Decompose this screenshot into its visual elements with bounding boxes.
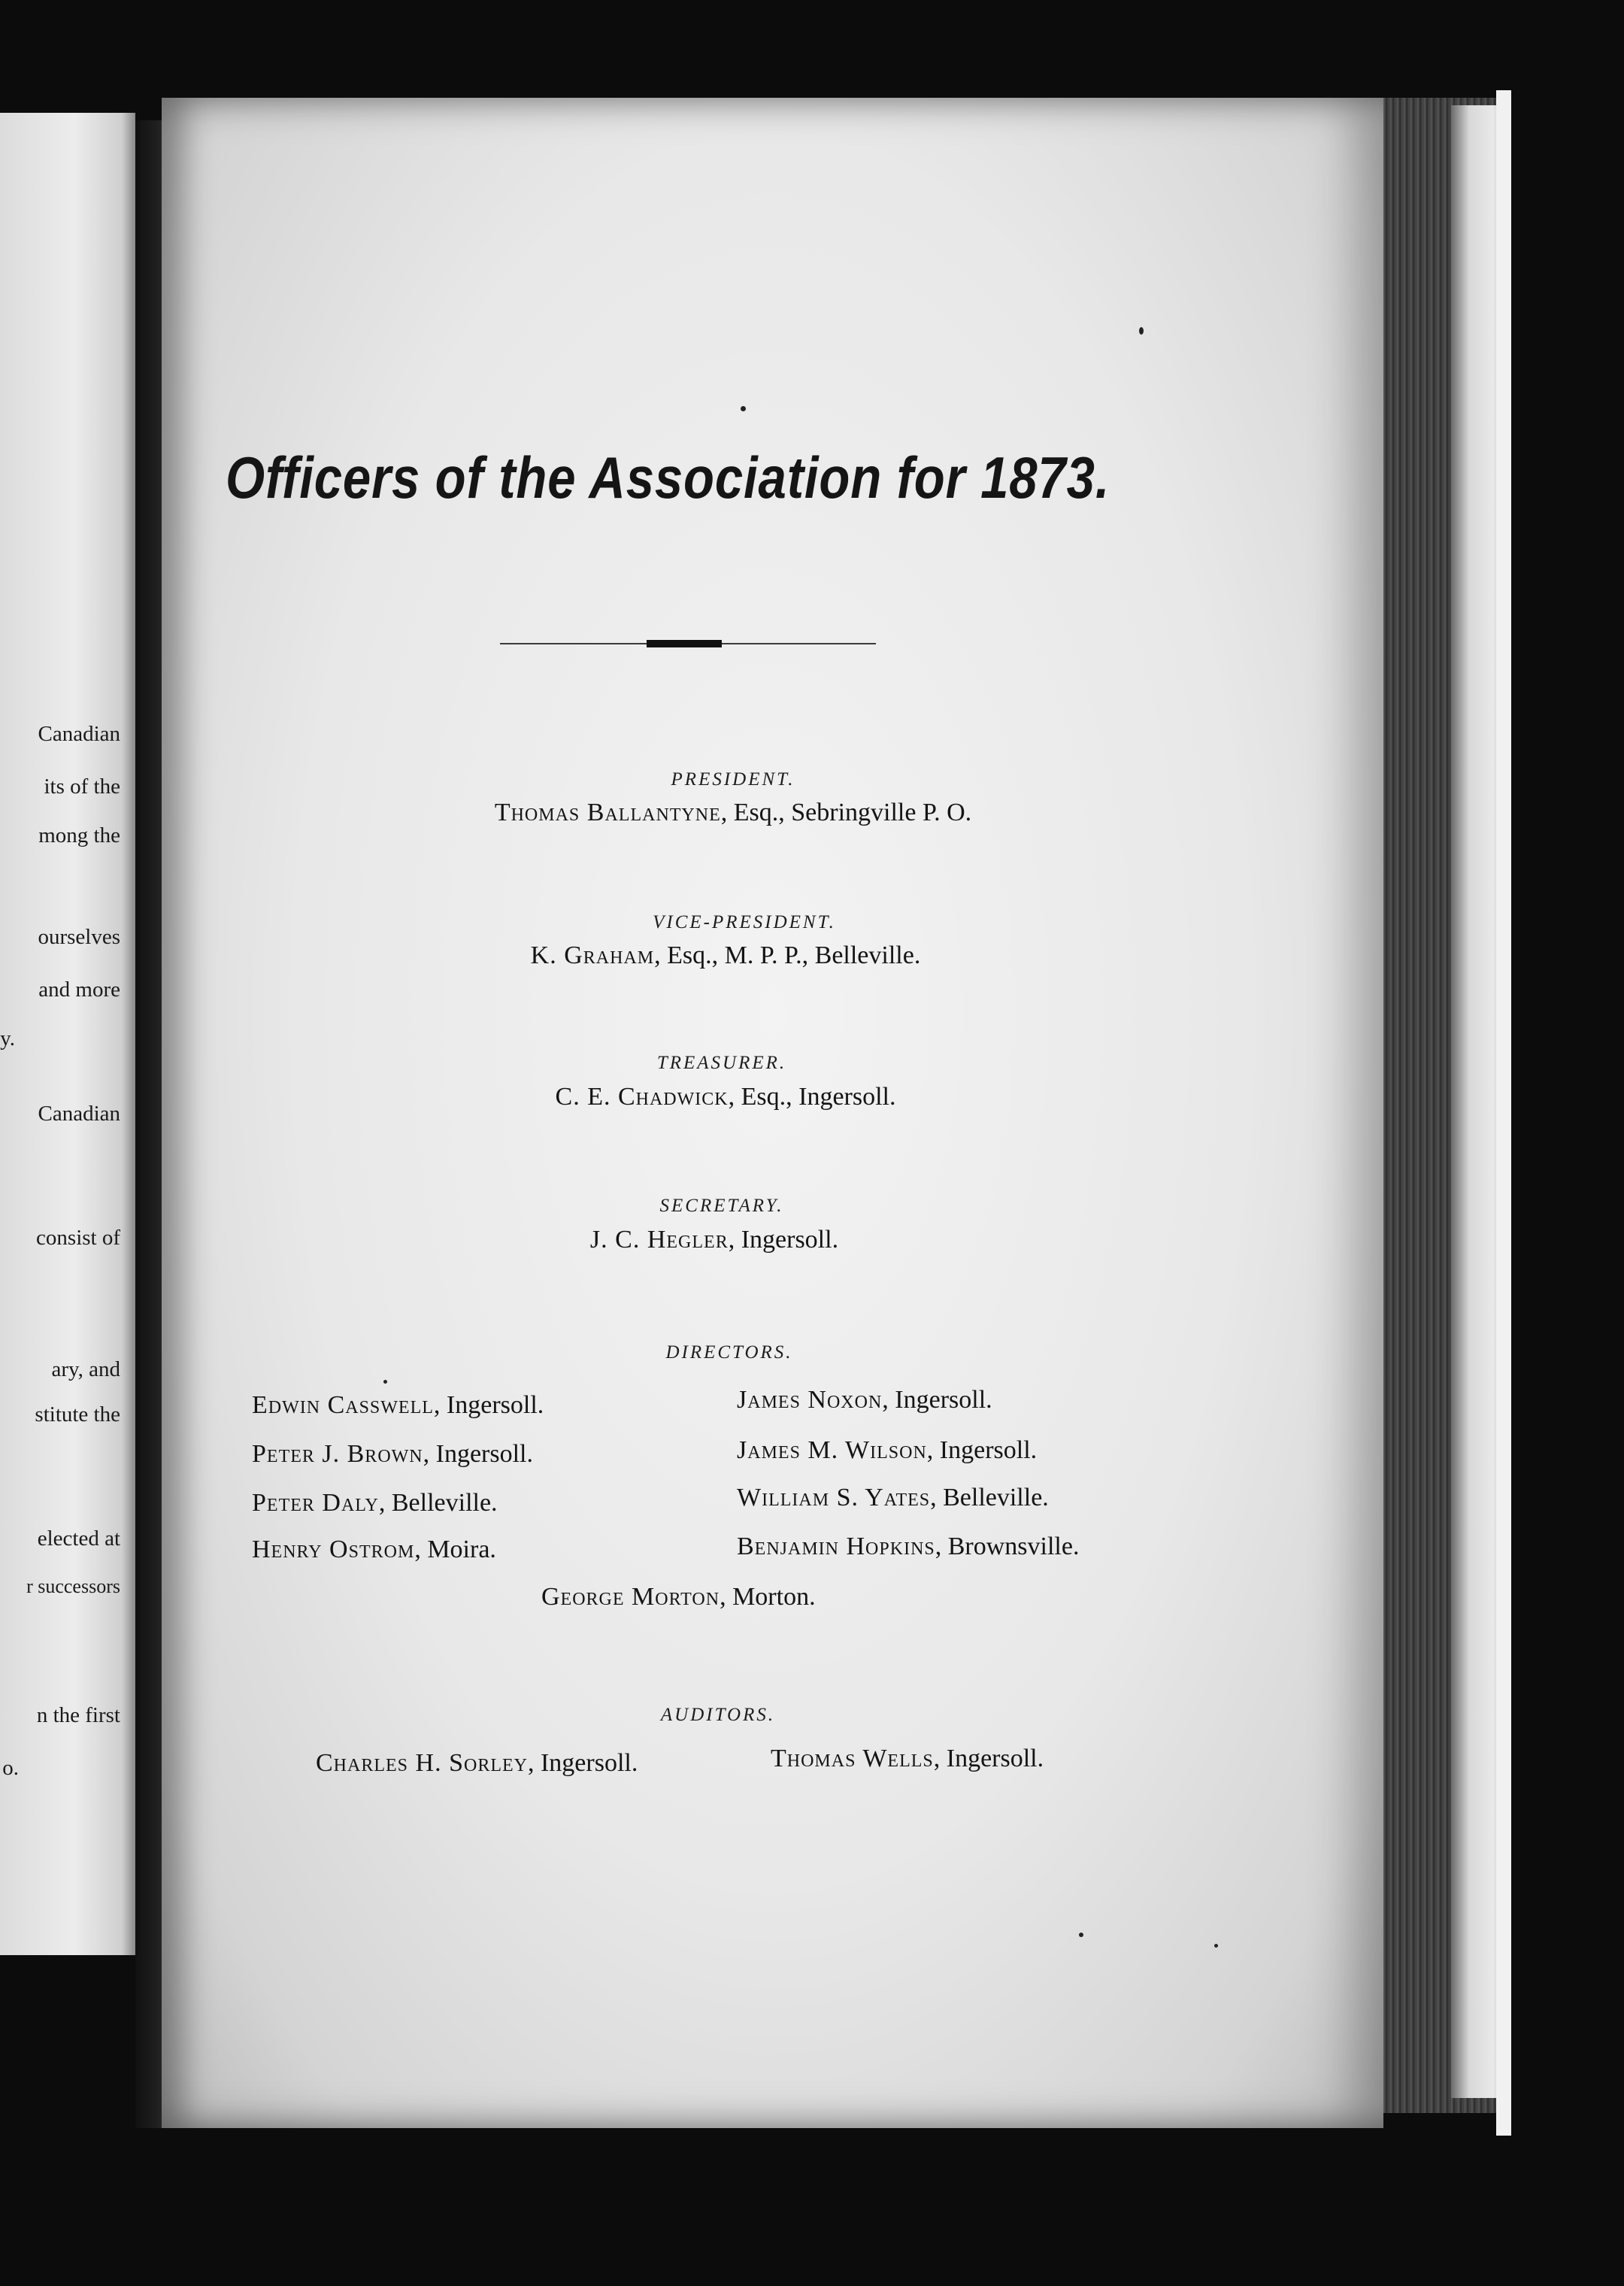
director-name: William S. Yates: [737, 1484, 931, 1511]
director-name: George Morton: [541, 1583, 720, 1611]
left-page-fragment: [0, 113, 135, 1955]
left-page-line: its of the: [44, 775, 120, 799]
left-page-line: mong the: [38, 823, 120, 847]
director-place: , Moira.: [414, 1536, 496, 1563]
director-entry: [541, 1583, 816, 1611]
director-name: Henry Ostrom: [252, 1536, 415, 1563]
director-entry: [737, 1533, 1079, 1561]
book-page: [162, 98, 1383, 2128]
left-page-line: Canadian: [38, 1102, 120, 1126]
director-name: James Noxon: [737, 1386, 883, 1414]
left-page-line: Canadian: [38, 722, 120, 746]
auditor-name: Charles H. Sorley: [316, 1749, 528, 1777]
director-name: Peter Daly: [252, 1489, 379, 1517]
director-name: Benjamin Hopkins: [737, 1533, 935, 1560]
ink-speck: [383, 1380, 387, 1384]
director-entry: [737, 1436, 1037, 1465]
ink-speck: [741, 406, 746, 411]
vice-president-entry: [350, 941, 1101, 970]
left-page-line: and more: [38, 978, 120, 1002]
left-page-line: ary, and: [51, 1357, 120, 1381]
vice-president-label: VICE-PRESIDENT.: [653, 912, 836, 932]
director-entry: [252, 1536, 496, 1564]
auditor-place: , Ingersoll.: [527, 1749, 638, 1777]
director-entry: [252, 1489, 498, 1517]
director-place: , Belleville.: [378, 1489, 498, 1517]
director-place: , Ingersoll.: [926, 1436, 1038, 1464]
secretary-name: J. C. Hegler: [589, 1226, 729, 1254]
director-place: , Belleville.: [930, 1484, 1049, 1511]
ink-speck: [1214, 1944, 1218, 1948]
ink-speck: [1079, 1933, 1083, 1937]
left-page-line: ourselves: [38, 925, 120, 949]
book-cover-edge: [1496, 90, 1511, 2136]
director-name: Peter J. Brown: [252, 1440, 423, 1468]
secretary-entry: [338, 1226, 1090, 1254]
director-name: James M. Wilson: [737, 1436, 927, 1464]
treasurer-details: , Esq., Ingersoll.: [728, 1083, 896, 1111]
director-place: , Ingersoll.: [423, 1440, 533, 1468]
left-page-line: n the first: [36, 1703, 120, 1727]
director-place: , Morton.: [720, 1583, 816, 1611]
auditor-place: , Ingersoll.: [933, 1745, 1044, 1772]
vice-president-name: K. Graham: [530, 941, 655, 969]
director-entry: [252, 1440, 533, 1469]
treasurer-name: C. E. Chadwick: [555, 1083, 729, 1111]
director-place: , Ingersoll.: [433, 1391, 544, 1419]
president-details: , Esq., Sebringville P. O.: [720, 799, 972, 826]
president-label: PRESIDENT.: [671, 769, 795, 790]
director-entry: [737, 1386, 992, 1414]
divider-rule-center: [647, 640, 722, 647]
treasurer-label: TREASURER.: [656, 1053, 787, 1073]
auditor-entry: [771, 1745, 1044, 1773]
director-place: , Brownsville.: [935, 1533, 1080, 1560]
left-page-line: stitute the: [35, 1402, 120, 1426]
left-page-line: consist of: [36, 1226, 120, 1250]
auditors-label: AUDITORS.: [660, 1705, 776, 1725]
left-page-line: r successors: [26, 1575, 120, 1597]
secretary-label: SECRETARY.: [659, 1196, 784, 1216]
director-entry: [252, 1391, 544, 1420]
left-page-line: o.: [2, 1756, 19, 1780]
president-name: Thomas Ballantyne: [494, 799, 721, 826]
treasurer-entry: [350, 1083, 1101, 1111]
auditor-entry: [316, 1749, 638, 1778]
ink-speck: [1139, 327, 1144, 335]
page-title: Officers of the Association for 1873.: [226, 444, 1110, 511]
president-entry: [357, 799, 1109, 827]
director-name: Edwin Casswell: [252, 1391, 434, 1419]
left-page-line: y.: [0, 1026, 15, 1051]
auditor-name: Thomas Wells: [771, 1745, 934, 1772]
director-place: , Ingersoll.: [882, 1386, 992, 1414]
director-entry: [737, 1484, 1049, 1512]
vice-president-details: , Esq., M. P. P., Belleville.: [654, 941, 921, 969]
directors-label: DIRECTORS.: [665, 1342, 793, 1363]
secretary-details: , Ingersoll.: [728, 1226, 839, 1254]
left-page-line: elected at: [37, 1527, 120, 1551]
